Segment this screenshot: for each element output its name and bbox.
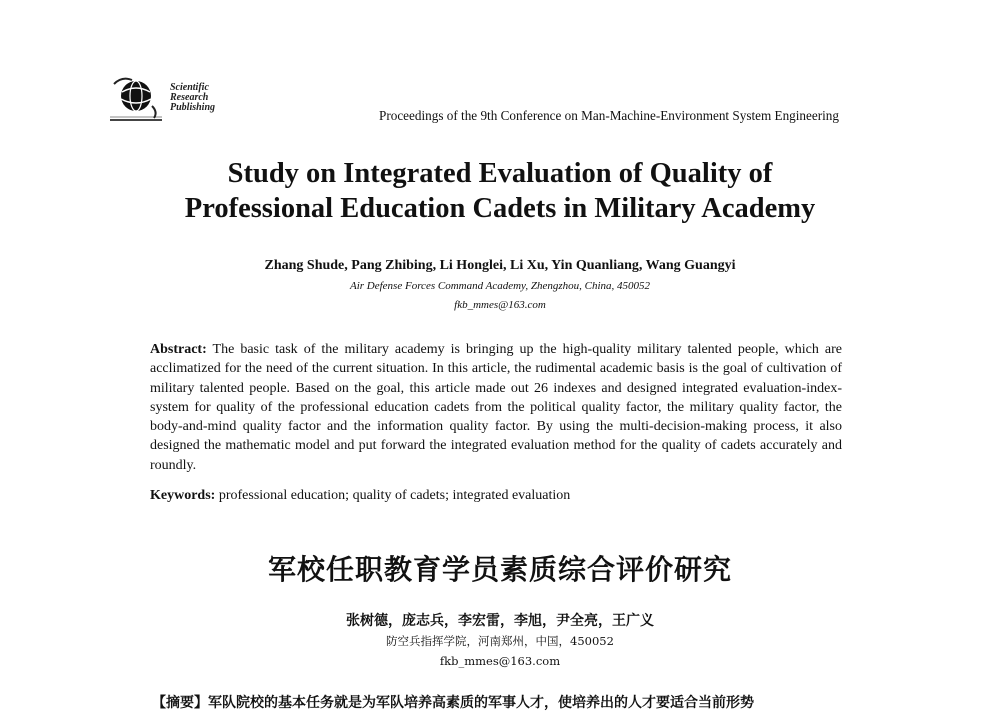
contact-email: fkb_mmes@163.com [454, 299, 546, 311]
logo-line-publishing: Publishing [170, 102, 216, 113]
abstract-text: The basic task of the military academy is bringing up the high-quality military talented people, which are acclimatized for the need of the current situation. In this article, the rudimental academic basis is the goal of cultivation of military talented people. Based on the goal, this article made out 26 indexes and designed integrated evaluation-index-system for quality of the professional education cadets from the political quality factor, the military quality factor, the body-and-mind quality factor and the information quality factor. By using the multi-decision-making process, it also designed the mathematic model and put forward the integrated evaluation method for the quality of cadets accurately and roundly. [150, 342, 842, 473]
chinese-author-list: 张树德，庞志兵，李宏雷，李旭，尹全亮，王广义 [346, 613, 654, 629]
abstract-label: Abstract: [150, 342, 207, 357]
paper-title [100, 156, 900, 226]
author-list: Zhang Shude, Pang Zhibing, Li Honglei, Li Xu, Yin Quanliang, Wang Guangyi [264, 258, 736, 273]
publisher-logo [106, 74, 236, 124]
chinese-title: 军校任职教育学员素质综合评价研究 [267, 553, 732, 586]
logo-line-scientific: Scientific [170, 82, 209, 93]
chinese-contact-email: fkb_mmes@163.com [439, 654, 561, 668]
title-line-2: Professional Education Cadets in Military Academy [184, 193, 816, 224]
logo-text [170, 83, 215, 113]
keywords-label: Keywords: [150, 488, 216, 503]
chinese-abstract-start: 【摘要】军队院校的基本任务就是为军队培养高素质的军事人才，使培养出的人才要适合当前形势 [152, 695, 754, 711]
logo-line-research: Research [170, 92, 209, 103]
abstract [150, 340, 842, 475]
keywords-text: professional education; quality of cadets; integrated evaluation [218, 488, 571, 503]
keywords [150, 488, 842, 504]
chinese-affiliation: 防空兵指挥学院，河南郑州，中国，450052 [386, 634, 614, 648]
affiliation: Air Defense Forces Command Academy, Zhengzhou, China, 450052 [349, 280, 651, 292]
globe-icon [108, 76, 164, 122]
proceedings-header: Proceedings of the 9th Conference on Man-Machine-Environment System Engineering [379, 108, 839, 123]
title-line-1: Study on Integrated Evaluation of Quality of [227, 158, 773, 189]
